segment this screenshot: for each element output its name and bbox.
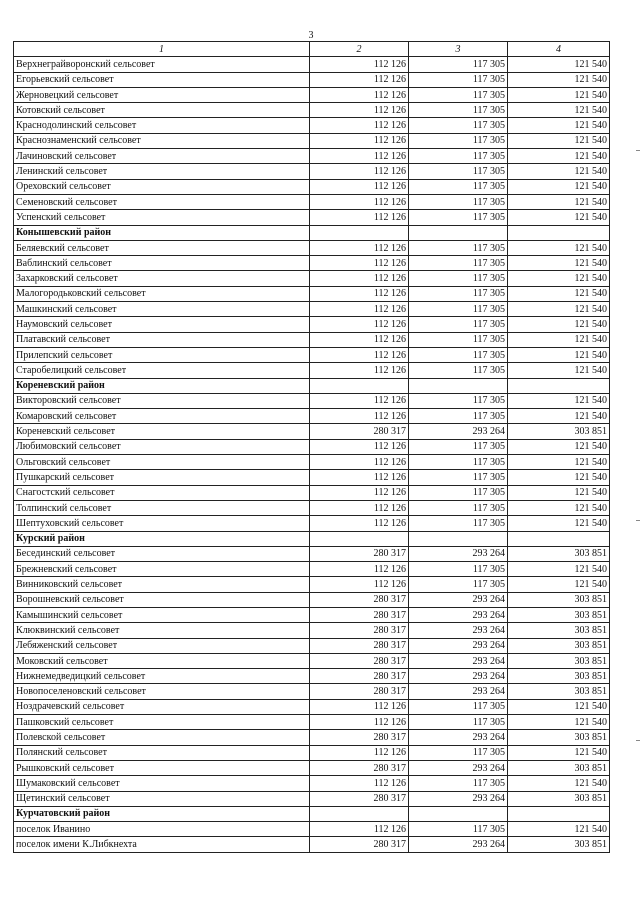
settlement-name: Брежневский сельсовет [14,562,310,577]
value-col-3: 293 264 [409,607,508,622]
settlement-name: Викторовский сельсовет [14,393,310,408]
value-col-2: 112 126 [310,393,409,408]
value-col-2: 112 126 [310,715,409,730]
empty-cell [310,531,409,546]
table-row [14,332,610,347]
empty-cell [409,806,508,821]
settlement-name: Краснознаменский сельсовет [14,133,310,148]
settlement-name: Жерновецкий сельсовет [14,87,310,102]
settlement-name: Беляевский сельсовет [14,240,310,255]
settlement-name: Платавский сельсовет [14,332,310,347]
value-col-2: 112 126 [310,118,409,133]
value-col-2: 112 126 [310,87,409,102]
value-col-4: 121 540 [508,439,610,454]
value-col-2: 280 317 [310,623,409,638]
value-col-3: 117 305 [409,485,508,500]
table-row [14,363,610,378]
value-col-4: 121 540 [508,485,610,500]
value-col-2: 112 126 [310,485,409,500]
value-col-3: 117 305 [409,210,508,225]
value-col-4: 121 540 [508,822,610,837]
value-col-2: 280 317 [310,546,409,561]
value-col-2: 280 317 [310,791,409,806]
value-col-4: 303 851 [508,546,610,561]
value-col-3: 293 264 [409,791,508,806]
value-col-4: 121 540 [508,133,610,148]
value-col-2: 112 126 [310,72,409,87]
empty-cell [508,378,610,393]
settlement-name: Старобелицкий сельсовет [14,363,310,378]
settlement-name: Камышинский сельсовет [14,607,310,622]
settlement-name: Комаровский сельсовет [14,409,310,424]
column-header-1: 1 [14,42,310,57]
table-row [14,439,610,454]
settlement-name: Бесединский сельсовет [14,546,310,561]
value-col-2: 112 126 [310,133,409,148]
value-col-3: 117 305 [409,317,508,332]
value-col-4: 121 540 [508,72,610,87]
value-col-3: 117 305 [409,439,508,454]
column-header-row [14,42,610,57]
value-col-2: 112 126 [310,699,409,714]
value-col-2: 112 126 [310,103,409,118]
table-row [14,516,610,531]
value-col-4: 303 851 [508,730,610,745]
value-col-2: 112 126 [310,271,409,286]
table-row [14,669,610,684]
table-row [14,546,610,561]
value-col-3: 293 264 [409,730,508,745]
settlement-name: Шептуховский сельсовет [14,516,310,531]
district-name: Конышевский район [14,225,310,240]
margin-mark [636,150,640,151]
district-name: Курчатовский район [14,806,310,821]
value-col-4: 121 540 [508,302,610,317]
value-col-4: 121 540 [508,715,610,730]
value-col-3: 117 305 [409,715,508,730]
value-col-4: 121 540 [508,500,610,515]
value-col-3: 293 264 [409,592,508,607]
settlement-name: Ваблинский сельсовет [14,256,310,271]
empty-cell [409,531,508,546]
value-col-4: 303 851 [508,760,610,775]
table-row [14,592,610,607]
settlement-name: Верхнеграйворонский сельсовет [14,57,310,72]
value-col-2: 112 126 [310,240,409,255]
district-name: Кореневский район [14,378,310,393]
value-col-4: 303 851 [508,623,610,638]
value-col-3: 117 305 [409,470,508,485]
table-row [14,194,610,209]
value-col-4: 121 540 [508,516,610,531]
table-row [14,791,610,806]
value-col-2: 112 126 [310,149,409,164]
value-col-3: 117 305 [409,776,508,791]
table-row [14,133,610,148]
value-col-2: 112 126 [310,363,409,378]
value-col-4: 121 540 [508,332,610,347]
settlement-name: Нижнемедведицкий сельсовет [14,669,310,684]
settlement-name: Лачиновский сельсовет [14,149,310,164]
value-col-4: 121 540 [508,393,610,408]
value-col-2: 280 317 [310,837,409,852]
value-col-3: 293 264 [409,684,508,699]
value-col-2: 112 126 [310,286,409,301]
settlement-name: Клюквинский сельсовет [14,623,310,638]
table-row [14,500,610,515]
value-col-4: 121 540 [508,347,610,362]
table-row [14,760,610,775]
value-col-2: 112 126 [310,210,409,225]
value-col-2: 112 126 [310,577,409,592]
settlement-name: Пушкарский сельсовет [14,470,310,485]
table-row [14,653,610,668]
empty-cell [310,806,409,821]
settlement-name: Новопоселеновский сельсовет [14,684,310,699]
district-header-row [14,806,610,821]
value-col-4: 121 540 [508,363,610,378]
value-col-4: 121 540 [508,240,610,255]
margin-mark [636,520,640,521]
margin-mark [636,740,640,741]
value-col-3: 117 305 [409,363,508,378]
settlement-name: Машкинский сельсовет [14,302,310,317]
value-col-4: 303 851 [508,653,610,668]
value-col-4: 303 851 [508,684,610,699]
table-row [14,424,610,439]
table-row [14,210,610,225]
table-row [14,684,610,699]
value-col-4: 303 851 [508,791,610,806]
value-col-3: 117 305 [409,745,508,760]
value-col-2: 112 126 [310,347,409,362]
value-col-2: 280 317 [310,684,409,699]
table-row [14,164,610,179]
settlement-name: Моковский сельсовет [14,653,310,668]
table-row [14,271,610,286]
table-row [14,409,610,424]
value-col-2: 112 126 [310,439,409,454]
value-col-2: 280 317 [310,730,409,745]
value-col-4: 121 540 [508,194,610,209]
table-row [14,715,610,730]
table-row [14,302,610,317]
value-col-2: 112 126 [310,822,409,837]
settlement-name: Рышковский сельсовет [14,760,310,775]
settlement-name: Наумовский сельсовет [14,317,310,332]
value-col-2: 112 126 [310,179,409,194]
value-col-2: 280 317 [310,607,409,622]
value-col-3: 117 305 [409,516,508,531]
table-row [14,485,610,500]
column-header-2: 2 [310,42,409,57]
value-col-3: 293 264 [409,837,508,852]
value-col-2: 280 317 [310,653,409,668]
value-col-3: 117 305 [409,72,508,87]
value-col-3: 293 264 [409,638,508,653]
settlement-name: Шумаковский сельсовет [14,776,310,791]
settlement-name: Любимовский сельсовет [14,439,310,454]
settlement-name: Ольговский сельсовет [14,455,310,470]
settlement-name: Успенский сельсовет [14,210,310,225]
column-header-3: 3 [409,42,508,57]
table-row [14,562,610,577]
value-col-4: 121 540 [508,271,610,286]
value-col-3: 117 305 [409,455,508,470]
value-col-3: 117 305 [409,87,508,102]
settlement-name: Ноздрачевский сельсовет [14,699,310,714]
value-col-3: 117 305 [409,562,508,577]
value-col-3: 117 305 [409,118,508,133]
table-row [14,240,610,255]
value-col-4: 121 540 [508,57,610,72]
table-row [14,72,610,87]
value-col-2: 112 126 [310,745,409,760]
empty-cell [310,225,409,240]
value-col-3: 117 305 [409,286,508,301]
settlement-name: Семеновский сельсовет [14,194,310,209]
table-row [14,347,610,362]
value-col-4: 303 851 [508,607,610,622]
value-col-2: 280 317 [310,760,409,775]
settlement-name: Захарковский сельсовет [14,271,310,286]
column-header-4: 4 [508,42,610,57]
table-row [14,286,610,301]
value-col-3: 117 305 [409,103,508,118]
value-col-3: 293 264 [409,653,508,668]
settlement-name: Ореховский сельсовет [14,179,310,194]
value-col-2: 112 126 [310,57,409,72]
table-row [14,317,610,332]
value-col-3: 293 264 [409,669,508,684]
district-header-row [14,378,610,393]
table-row [14,607,610,622]
value-col-2: 112 126 [310,470,409,485]
value-col-2: 280 317 [310,638,409,653]
value-col-3: 117 305 [409,179,508,194]
table-row [14,470,610,485]
value-col-3: 117 305 [409,271,508,286]
value-col-4: 121 540 [508,164,610,179]
value-col-4: 303 851 [508,638,610,653]
value-col-4: 303 851 [508,669,610,684]
value-col-4: 303 851 [508,592,610,607]
settlement-name: Снагостский сельсовет [14,485,310,500]
settlement-name: Щетинский сельсовет [14,791,310,806]
value-col-3: 117 305 [409,332,508,347]
value-col-3: 117 305 [409,240,508,255]
value-col-2: 112 126 [310,455,409,470]
settlement-name: Толпинский сельсовет [14,500,310,515]
empty-cell [508,225,610,240]
value-col-3: 293 264 [409,760,508,775]
table-row [14,118,610,133]
value-col-4: 121 540 [508,179,610,194]
value-col-3: 117 305 [409,409,508,424]
value-col-3: 117 305 [409,699,508,714]
value-col-4: 121 540 [508,118,610,133]
settlement-name: поселок Иванино [14,822,310,837]
value-col-3: 117 305 [409,393,508,408]
settlement-name: Ленинский сельсовет [14,164,310,179]
district-name: Курский район [14,531,310,546]
value-col-3: 117 305 [409,133,508,148]
settlement-name: Прилепский сельсовет [14,347,310,362]
value-col-3: 117 305 [409,149,508,164]
table-row [14,638,610,653]
table-row [14,730,610,745]
value-col-3: 117 305 [409,164,508,179]
value-col-2: 280 317 [310,592,409,607]
value-col-4: 121 540 [508,149,610,164]
value-col-2: 280 317 [310,669,409,684]
value-col-2: 112 126 [310,332,409,347]
table-row [14,256,610,271]
value-col-2: 112 126 [310,516,409,531]
empty-cell [409,378,508,393]
settlement-name: Кореневский сельсовет [14,424,310,439]
settlement-name: Полянский сельсовет [14,745,310,760]
value-col-4: 121 540 [508,317,610,332]
settlement-name: Лебяженский сельсовет [14,638,310,653]
table-row [14,179,610,194]
value-col-4: 121 540 [508,455,610,470]
value-col-2: 112 126 [310,194,409,209]
value-col-4: 121 540 [508,699,610,714]
table-row [14,455,610,470]
value-col-2: 112 126 [310,256,409,271]
empty-cell [310,378,409,393]
value-col-3: 117 305 [409,822,508,837]
table-row [14,623,610,638]
value-col-4: 121 540 [508,87,610,102]
table-row [14,57,610,72]
settlement-name: Винниковский сельсовет [14,577,310,592]
settlement-name: Котовский сельсовет [14,103,310,118]
value-col-3: 117 305 [409,302,508,317]
empty-cell [508,531,610,546]
district-header-row [14,225,610,240]
value-col-2: 112 126 [310,164,409,179]
value-col-2: 112 126 [310,302,409,317]
table-row [14,822,610,837]
table-row [14,776,610,791]
value-col-4: 121 540 [508,210,610,225]
table-row [14,103,610,118]
value-col-3: 117 305 [409,500,508,515]
value-col-4: 121 540 [508,562,610,577]
value-col-3: 117 305 [409,347,508,362]
value-col-2: 112 126 [310,500,409,515]
value-col-2: 112 126 [310,562,409,577]
settlement-name: Полевской сельсовет [14,730,310,745]
table-row [14,577,610,592]
value-col-3: 117 305 [409,57,508,72]
value-col-2: 280 317 [310,424,409,439]
value-col-3: 293 264 [409,546,508,561]
settlement-name: Пашковский сельсовет [14,715,310,730]
value-col-4: 303 851 [508,837,610,852]
page-number: 3 [308,30,314,41]
settlement-name: Малогородьковский сельсовет [14,286,310,301]
value-col-3: 117 305 [409,256,508,271]
table-row [14,393,610,408]
value-col-3: 293 264 [409,623,508,638]
allocation-table [13,41,610,853]
value-col-4: 121 540 [508,409,610,424]
table-row [14,699,610,714]
settlement-name: поселок имени К.Либкнехта [14,837,310,852]
value-col-4: 121 540 [508,776,610,791]
value-col-2: 112 126 [310,317,409,332]
value-col-3: 117 305 [409,577,508,592]
value-col-4: 121 540 [508,256,610,271]
value-col-4: 121 540 [508,745,610,760]
table-row [14,149,610,164]
value-col-4: 121 540 [508,470,610,485]
value-col-2: 112 126 [310,776,409,791]
value-col-4: 121 540 [508,577,610,592]
settlement-name: Егорьевский сельсовет [14,72,310,87]
value-col-3: 117 305 [409,194,508,209]
empty-cell [508,806,610,821]
value-col-3: 293 264 [409,424,508,439]
table-row [14,745,610,760]
value-col-2: 112 126 [310,409,409,424]
settlement-name: Ворошневский сельсовет [14,592,310,607]
value-col-4: 121 540 [508,103,610,118]
table-row [14,87,610,102]
settlement-name: Краснодолинский сельсовет [14,118,310,133]
district-header-row [14,531,610,546]
empty-cell [409,225,508,240]
value-col-4: 303 851 [508,424,610,439]
value-col-4: 121 540 [508,286,610,301]
table-row [14,837,610,852]
